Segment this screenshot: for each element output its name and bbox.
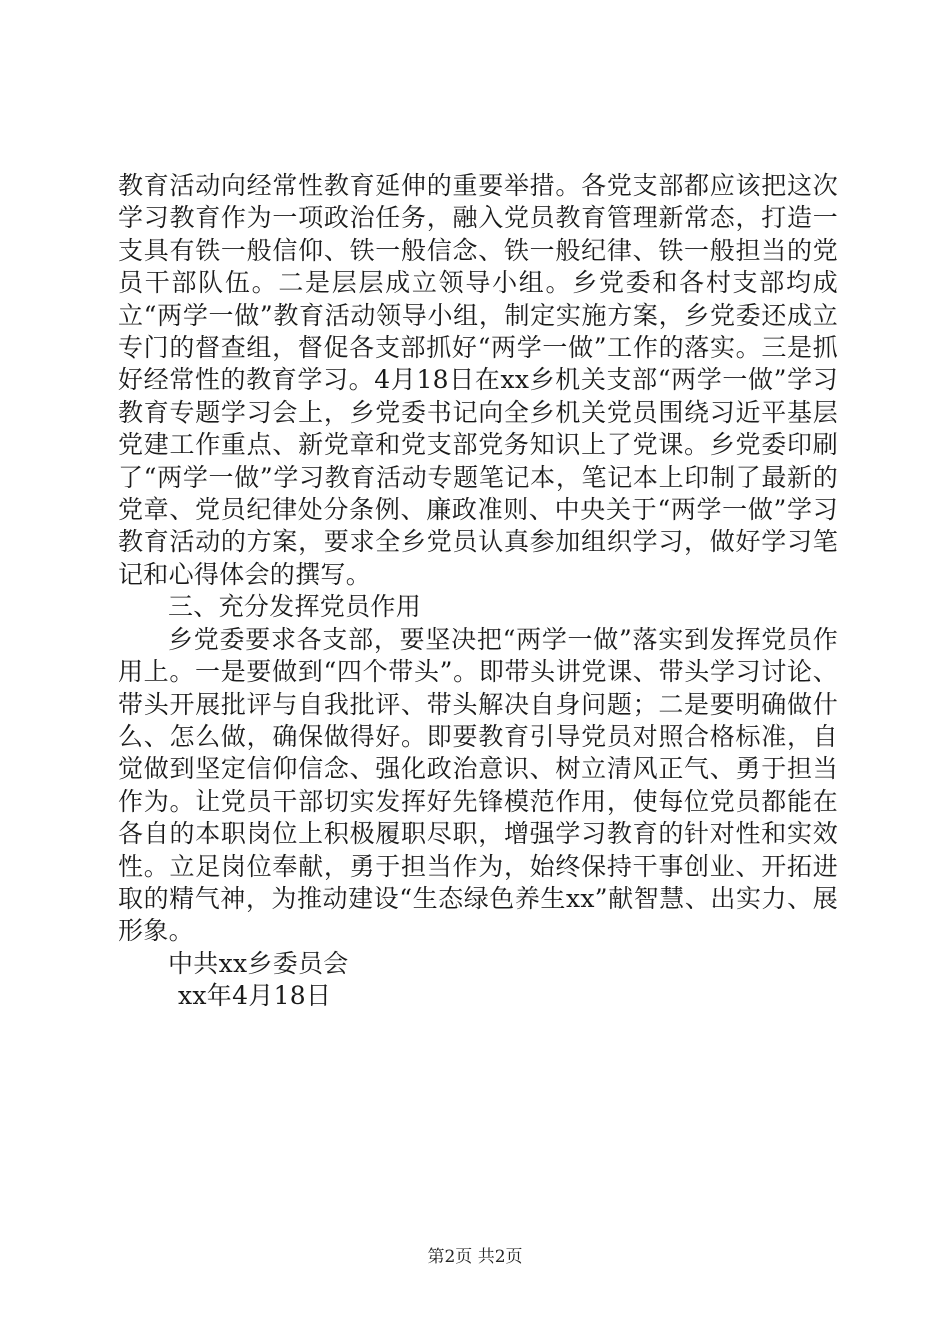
page-footer: 第2页 共2页 (427, 1247, 523, 1267)
document-body (118, 170, 838, 1013)
signature-date: xx年4月18日 (178, 981, 332, 1011)
section-heading: 三、充分发挥党员作用 (168, 592, 422, 622)
paragraph-party-role: 乡党委要求各支部，要坚决把“两学一做”落实到发挥党员作用上。一是要做到“四个带头”。即带头讲党课、带头学习讨论、带头开展批评与自我批评、带头解决自身问题；二是要明确做什么、怎么做，确保做得好。即要教育引导党员对照合格标准，自觉做到坚定信仰信念、强化政治意识、树立清风正气、勇于担当作为。让党员干部切实发挥好先锋模范作用，使每位党员都能在各自的本职岗位上积极履职尽职，增强学习教育的针对性和实效性。立足岗位奉献，勇于担当作为，始终保持干事创业、开拓进取的精气神，为推动建设“生态绿色养生xx”献智慧、出实力、展形象。 (118, 624, 838, 946)
signature-organization: 中共xx乡委员会 (168, 948, 349, 978)
paragraph-continuation: 教育活动向经常性教育延伸的重要举措。各党支部都应该把这次学习教育作为一项政治任务，融入党员教育管理新常态，打造一支具有铁一般信仰、铁一般信念、铁一般纪律、铁一般担当的党员干部队伍。二是层层成立领导小组。乡党委和各村支部均成立“两学一做”教育活动领导小组，制定实施方案，乡党委还成立专门的督查组，督促各支部抓好“两学一做”工作的落实。三是抓好经常性的教育学习。4月18日在xx乡机关支部“两学一做”学习教育专题学习会上，乡党委书记向全乡机关党员围绕习近平基层党建工作重点、新党章和党支部党务知识上了党课。乡党委印刷了“两学一做”学习教育活动专题笔记本，笔记本上印制了最新的党章、党员纪律处分条例、廉政准则、中央关于“两学一做”学习教育活动的方案，要求全乡党员认真参加组织学习，做好学习笔记和心得体会的撰写。 (118, 171, 838, 589)
